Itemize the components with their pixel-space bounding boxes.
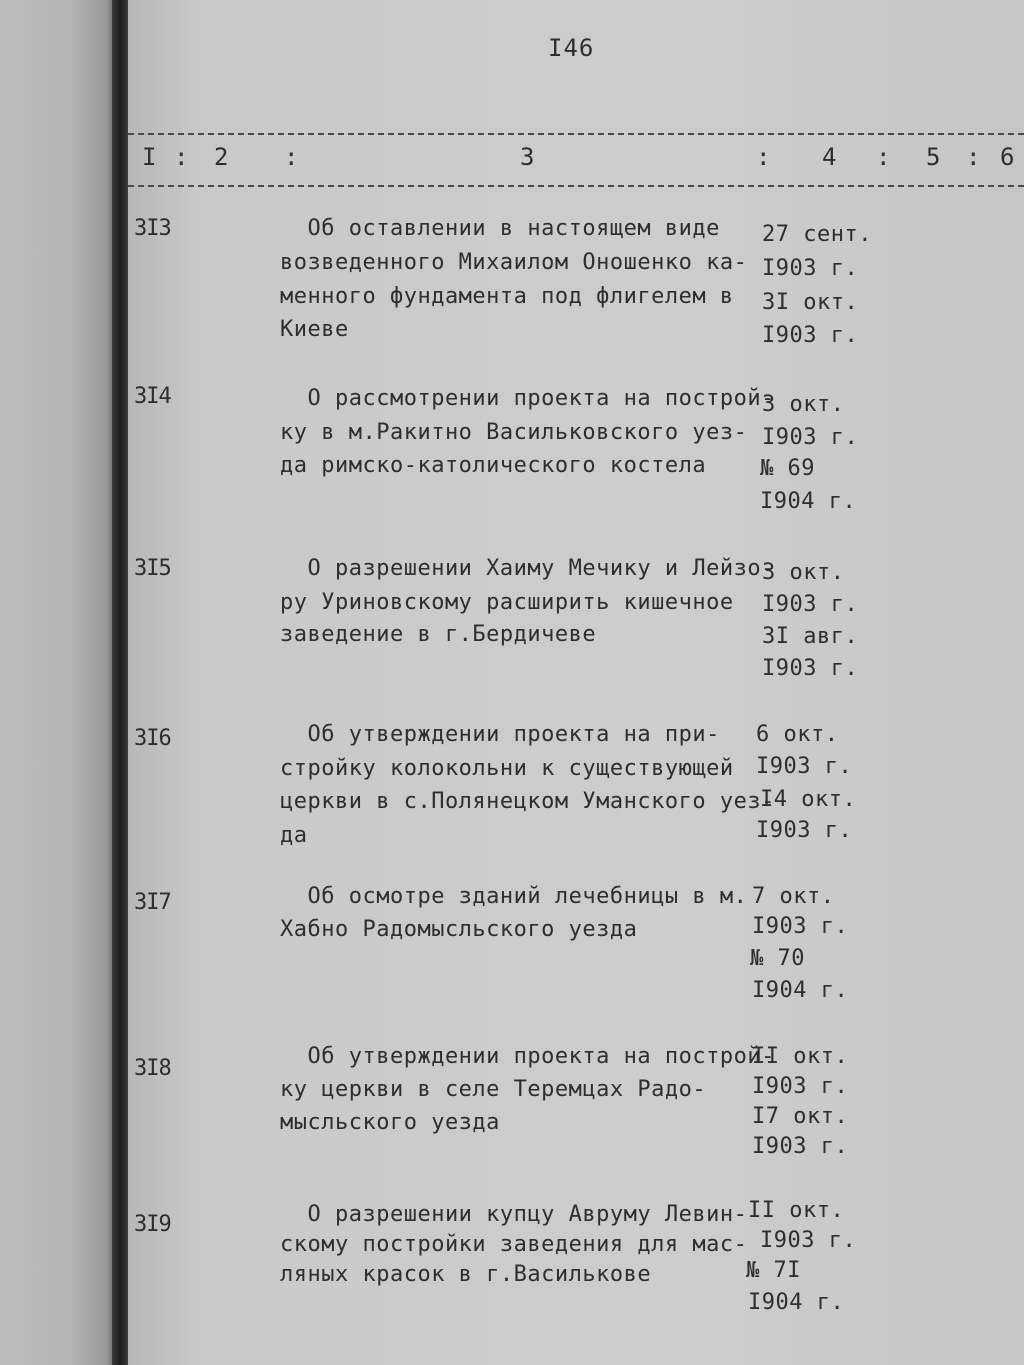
entry-date: I903 г. [762,425,859,450]
column-separator: : [174,143,189,171]
entry-title-line: О разрешении купцу Авруму Левин- [280,1202,748,1227]
entry-date: II окт. [752,1044,849,1069]
column-separator: : [876,143,891,171]
entry-number: 3I5 [134,556,171,581]
entry-date: № 70 [750,946,805,971]
entry-date: I903 г. [762,592,859,617]
entry-date: 3I авг. [762,624,859,649]
entry-title-line: ку в м.Ракитно Васильковского уез- [280,420,748,445]
entry-title-line: ру Уриновскому расширить кишечное [280,590,734,615]
column-header-4: 4 [822,143,837,171]
column-separator: : [966,143,981,171]
entry-date: 3 окт. [762,392,845,417]
entry-date: I903 г. [752,1074,849,1099]
column-header-2: 2 [214,143,229,171]
entry-date: I904 г. [748,1290,845,1315]
page-number: I46 [548,34,595,62]
entry-title-line: Об осмотре зданий лечебницы в м. [280,884,748,909]
entry-date: 6 окт. [756,722,839,747]
entry-number: 3I6 [134,726,171,751]
entry-date: I904 г. [752,978,849,1003]
entry-date: I903 г. [762,656,859,681]
entry-date: I903 г. [760,1228,857,1253]
header-rule-bottom [128,185,1024,187]
entry-date: № 69 [760,456,815,481]
entry-title-line: стройку колокольни к существующей [280,756,734,781]
entry-title-line: да [280,823,308,848]
entry-number: 3I7 [134,890,171,915]
entry-title-line: О рассмотрении проекта на построй- [280,386,775,411]
entry-title-line: возведенного Михаилом Оношенко ка- [280,250,748,275]
entry-title-line: Об утверждении проекта на построй- [280,1044,775,1069]
left-page-edge [0,0,118,1365]
entry-date: 7 окт. [752,884,835,909]
entry-date: I903 г. [756,754,853,779]
entry-date: II окт. [748,1198,845,1223]
entry-date: I903 г. [762,323,859,348]
column-header-3: 3 [520,143,535,171]
column-header-5: 5 [926,143,941,171]
entry-date: I904 г. [760,489,857,514]
entry-title-line: О разрешении Хаиму Мечику и Лейзо- [280,556,775,581]
entry-number: 3I8 [134,1056,171,1081]
entry-number: 3I4 [134,384,171,409]
column-header-6: 6 [1000,143,1015,171]
entry-title-line: мысльского уезда [280,1110,500,1135]
column-separator: : [284,143,299,171]
entry-title-line: Об утверждении проекта на при- [280,722,720,747]
entry-number: 3I3 [134,216,171,241]
entry-title-line: заведение в г.Бердичеве [280,622,597,647]
entry-number: 3I9 [134,1212,171,1237]
entry-title-line: ляных красок в г.Василькове [280,1262,652,1287]
entry-title-line: да римско-католического костела [280,453,707,478]
entry-date: I7 окт. [752,1104,849,1129]
header-rule-top [128,133,1024,135]
document-page [128,0,1024,1365]
entry-title-line: Хабно Радомысльского уезда [280,917,638,942]
column-separator: : [756,143,771,171]
entry-date: I903 г. [752,914,849,939]
entry-date: 3 окт. [762,560,845,585]
entry-title-line: Об оставлении в настоящем виде [280,216,720,241]
entry-date: 27 сент. [762,222,872,247]
entry-date: 3I окт. [762,290,859,315]
entry-date: I903 г. [762,256,859,281]
entry-title-line: церкви в с.Полянецком Уманского уез- [280,789,775,814]
entry-title-line: скому постройки заведения для мас- [280,1232,748,1257]
entry-title-line: менного фундамента под флигелем в [280,284,734,309]
entry-date: № 7I [746,1258,801,1283]
entry-date: I903 г. [756,818,853,843]
entry-date: I903 г. [752,1134,849,1159]
entry-date: I4 окт. [760,787,857,812]
entry-title-line: Киеве [280,317,349,342]
column-header-1: I [142,143,157,171]
entry-title-line: ку церкви в селе Теремцах Радо- [280,1077,707,1102]
